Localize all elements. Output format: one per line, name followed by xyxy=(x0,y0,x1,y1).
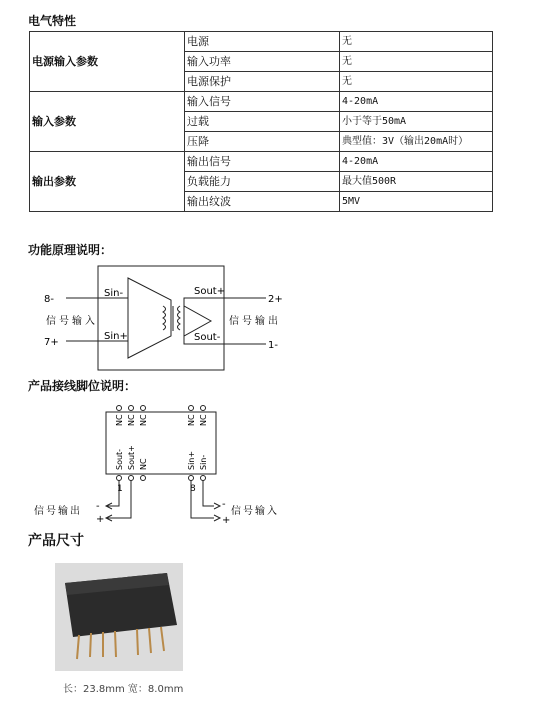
spec-value: 典型值：3V（输出20mA时） xyxy=(340,132,493,152)
pin-in-minus: - xyxy=(222,499,226,510)
in-signal-label: 信号输入 xyxy=(46,316,98,327)
product-caption: 长：23.8mm 宽：8.0mm xyxy=(63,684,184,695)
pin-label: NC xyxy=(187,414,196,426)
spec-value: 无 xyxy=(340,72,493,92)
pin8-label: 8 xyxy=(190,484,196,494)
spec-row xyxy=(30,32,493,52)
pin-label: Sin+ xyxy=(187,450,196,470)
pin-label: Sin- xyxy=(199,454,208,470)
pin-in-plus: + xyxy=(222,515,231,526)
spec-param: 过载 xyxy=(185,112,340,132)
spec-param: 输入信号 xyxy=(185,92,340,112)
section-title-electrical: 电气特性 xyxy=(28,14,77,28)
spec-value: 4-20mA xyxy=(340,92,493,112)
section-title-size: 产品尺寸 xyxy=(28,533,84,549)
pin-circle xyxy=(129,476,134,481)
spec-group-name: 电源输入参数 xyxy=(30,32,185,92)
sout-bot-label: Sout- xyxy=(194,332,221,343)
out-neg-label: 1- xyxy=(268,340,278,351)
pin-circle xyxy=(117,476,122,481)
spec-param: 输入功率 xyxy=(185,52,340,72)
pin-label: NC xyxy=(139,458,148,470)
spec-param: 电源保护 xyxy=(185,72,340,92)
spec-value: 5MV xyxy=(340,192,493,212)
out-signal-label: 信号输出 xyxy=(229,316,281,327)
in-neg-label: 8- xyxy=(44,294,54,305)
pin-label: NC xyxy=(127,414,136,426)
section-title-pinout: 产品接线脚位说明： xyxy=(28,379,137,393)
pin-circle xyxy=(141,476,146,481)
spec-group-name: 输出参数 xyxy=(30,152,185,212)
pin-circle xyxy=(189,406,194,411)
pin-out-minus: - xyxy=(96,501,100,512)
principle-diagram-svg xyxy=(26,258,306,373)
sin-bot-label: Sin+ xyxy=(104,331,128,342)
sout-top-label: Sout+ xyxy=(194,286,226,297)
spec-value: 4-20mA xyxy=(340,152,493,172)
out-pos-label: 2+ xyxy=(268,294,283,305)
pin1-label: 1 xyxy=(117,484,123,494)
in-pos-label: 7+ xyxy=(44,337,59,348)
product-photo-svg xyxy=(55,563,183,671)
pin-out-plus: + xyxy=(96,514,105,525)
pin-circle xyxy=(117,406,122,411)
pin-out-label: 信号输出 xyxy=(34,506,82,517)
sin-top-label: Sin- xyxy=(104,288,124,299)
principle-diagram xyxy=(26,258,306,373)
spec-table xyxy=(29,31,493,212)
pin-label: NC xyxy=(115,414,124,426)
pin-circle xyxy=(129,406,134,411)
spec-row xyxy=(30,152,493,172)
pin-label: NC xyxy=(139,414,148,426)
product-photo xyxy=(55,563,183,671)
spec-param: 电源 xyxy=(185,32,340,52)
pin-in-label: 信号输入 xyxy=(231,506,279,517)
pin-circle xyxy=(141,406,146,411)
spec-value: 无 xyxy=(340,32,493,52)
pin-diagram-svg xyxy=(26,396,296,531)
pin-label: NC xyxy=(199,414,208,426)
spec-value: 最大值500R xyxy=(340,172,493,192)
section-title-principle: 功能原理说明： xyxy=(28,243,113,257)
pin-label: Sout- xyxy=(115,448,124,470)
spec-value: 小于等于50mA xyxy=(340,112,493,132)
pin-circle xyxy=(201,476,206,481)
spec-param: 负载能力 xyxy=(185,172,340,192)
pin-label: Sout+ xyxy=(127,445,136,470)
spec-row xyxy=(30,92,493,112)
spec-param: 输出信号 xyxy=(185,152,340,172)
pin-circle xyxy=(189,476,194,481)
pin-diagram xyxy=(26,396,296,531)
pin-circle xyxy=(201,406,206,411)
spec-param: 输出纹波 xyxy=(185,192,340,212)
spec-value: 无 xyxy=(340,52,493,72)
spec-group-name: 输入参数 xyxy=(30,92,185,152)
spec-param: 压降 xyxy=(185,132,340,152)
